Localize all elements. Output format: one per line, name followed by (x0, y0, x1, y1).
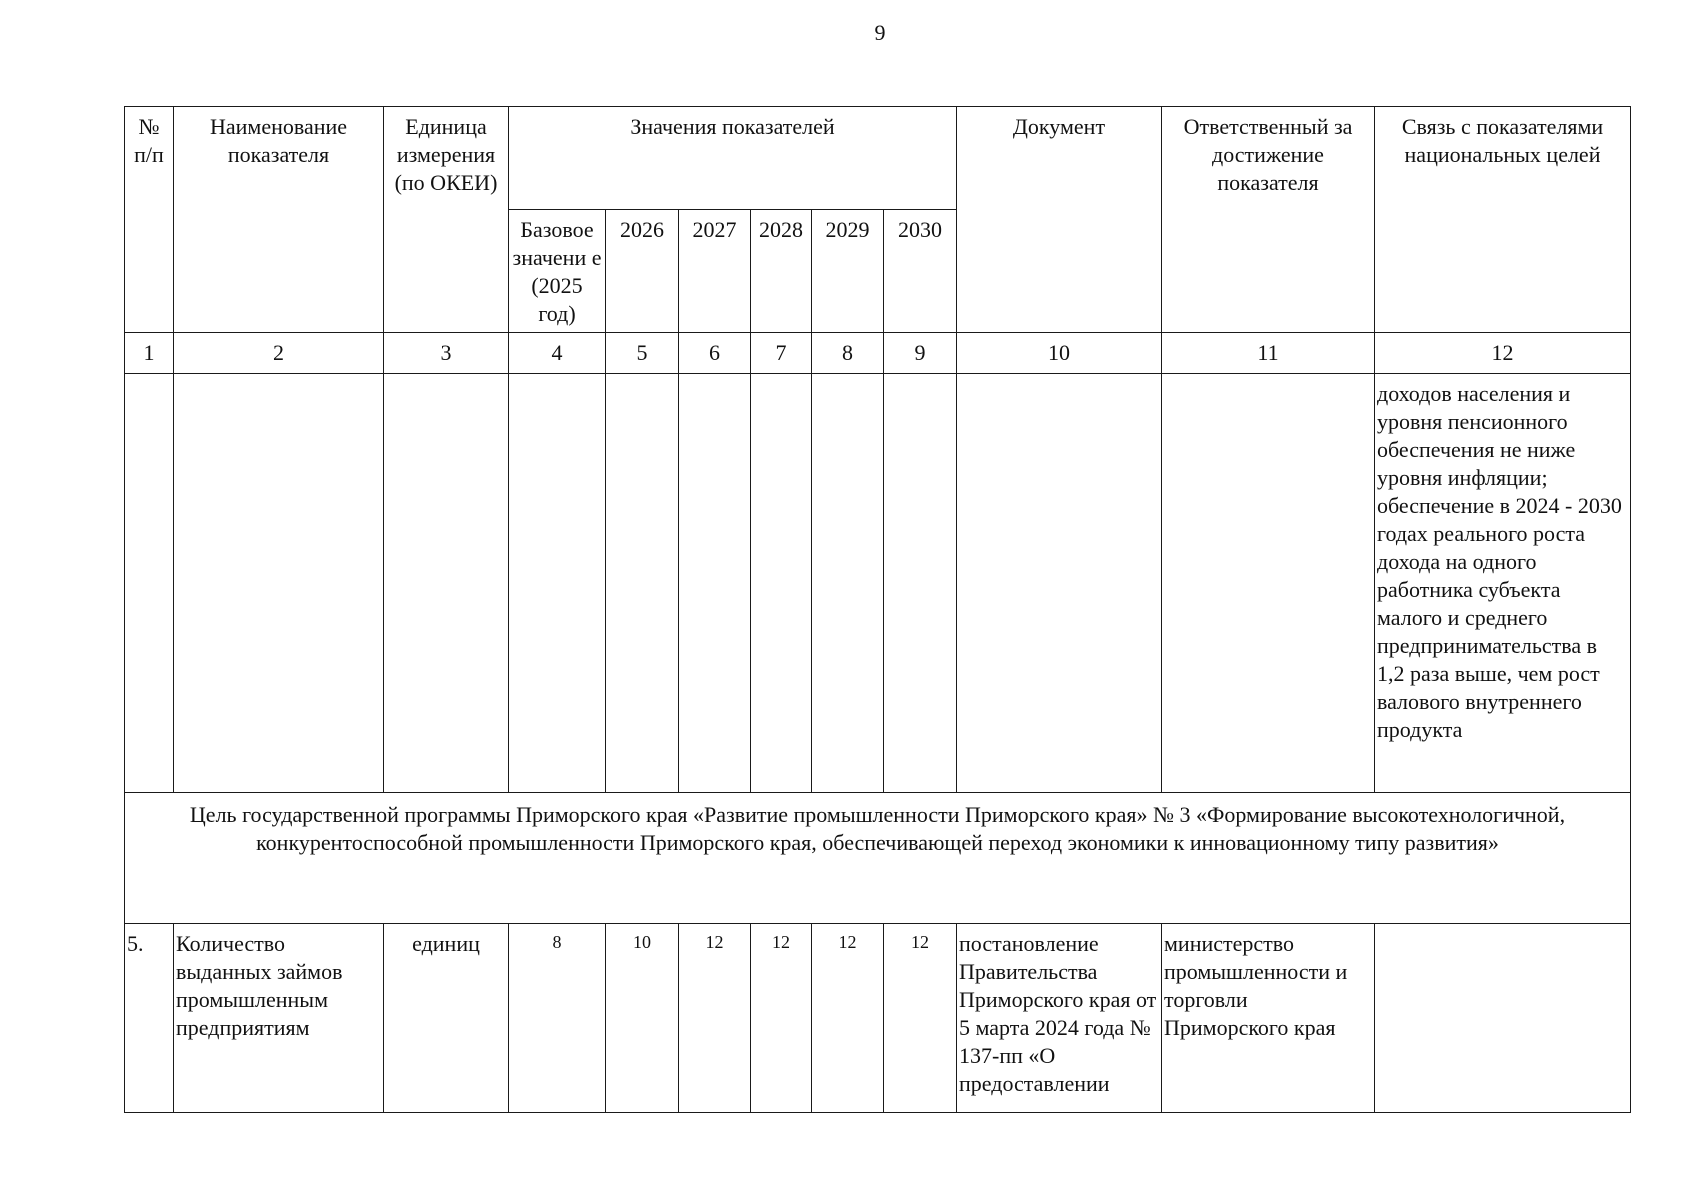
empty-cell (509, 374, 606, 793)
page-number: 9 (874, 20, 886, 45)
row-value-2028: 12 (751, 924, 812, 1113)
header-base-value: Базовое значени е (2025 год) (509, 210, 606, 333)
column-number: 10 (957, 333, 1162, 374)
column-number: 2 (174, 333, 384, 374)
row-value-2030: 12 (884, 924, 957, 1113)
header-year-2030: 2030 (884, 210, 957, 333)
program-goal-text: Цель государственной программы Приморского края «Развитие промышленности Приморского края» № 3 «Формирование высокотехнологичной, конкурентоспособной промышленности Приморского края, обеспечивающей переход экономики к инновационному типу развития» (125, 793, 1631, 924)
continuation-row (125, 374, 1631, 793)
header-link: Связь с показателями национальных целей (1375, 107, 1631, 333)
header-name: Наименование показателя (174, 107, 384, 333)
empty-cell (751, 374, 812, 793)
column-number: 5 (606, 333, 679, 374)
row-national-goals-link (1375, 924, 1631, 1113)
header-document: Документ (957, 107, 1162, 333)
row-base-value: 8 (509, 924, 606, 1113)
table-row (125, 924, 1631, 1113)
row-unit: единиц (384, 924, 509, 1113)
indicators-table (124, 106, 1631, 1113)
empty-cell (957, 374, 1162, 793)
header-num: № п/п (125, 107, 174, 333)
column-number: 3 (384, 333, 509, 374)
column-number: 9 (884, 333, 957, 374)
header-responsible: Ответственный за достижение показателя (1162, 107, 1375, 333)
header-row-top (125, 107, 1631, 210)
header-values-group: Значения показателей (509, 107, 957, 210)
header-unit: Единица измерения (по ОКЕИ) (384, 107, 509, 333)
national-goals-link-text: доходов населения и уровня пенсионного обеспечения не ниже уровня инфляции; обеспечение в 2024 - 2030 годах реального роста дохода на одного работника субъекта малого и среднего предпринимательства в 1,2 раза выше, чем рост валового внутреннего продукта (1375, 374, 1631, 793)
row-value-2027: 12 (679, 924, 751, 1113)
column-number: 4 (509, 333, 606, 374)
empty-cell (125, 374, 174, 793)
column-number: 6 (679, 333, 751, 374)
column-number: 12 (1375, 333, 1631, 374)
column-number: 1 (125, 333, 174, 374)
empty-cell (384, 374, 509, 793)
header-year-2026: 2026 (606, 210, 679, 333)
empty-cell (1162, 374, 1375, 793)
column-number: 7 (751, 333, 812, 374)
goal-row (125, 793, 1631, 924)
empty-cell (174, 374, 384, 793)
row-document: постановление Правительства Приморского края от 5 марта 2024 года № 137-пп «О предоставлении (957, 924, 1162, 1113)
header-year-2028: 2028 (751, 210, 812, 333)
row-value-2026: 10 (606, 924, 679, 1113)
column-number-row (125, 333, 1631, 374)
row-num: 5. (125, 924, 174, 1113)
row-responsible: министерство промышленности и торговли Приморского края (1162, 924, 1375, 1113)
row-indicator-name: Количество выданных займов промышленным предприятиям (174, 924, 384, 1113)
row-value-2029: 12 (812, 924, 884, 1113)
empty-cell (606, 374, 679, 793)
column-number: 11 (1162, 333, 1375, 374)
empty-cell (884, 374, 957, 793)
header-year-2029: 2029 (812, 210, 884, 333)
empty-cell (679, 374, 751, 793)
header-year-2027: 2027 (679, 210, 751, 333)
column-number: 8 (812, 333, 884, 374)
empty-cell (812, 374, 884, 793)
